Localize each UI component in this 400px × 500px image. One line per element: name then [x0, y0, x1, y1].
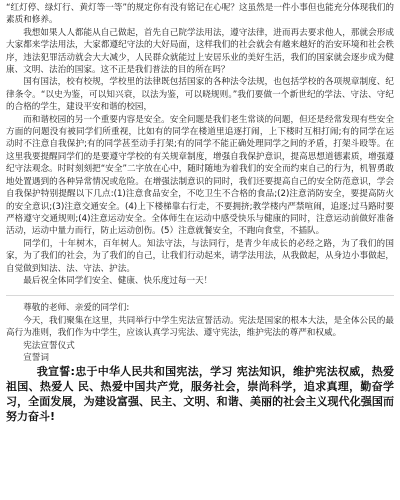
ceremony-title: 宪法宣誓仪式: [23, 340, 75, 351]
section-divider: [6, 295, 394, 296]
speech-intro: 今天，我们聚集在这里，共同举行中学生宪法宣誓活动。宪法是国家的根本大法，是全体公民的最高行为准则，我们作为中学生，应该认真学习宪法、遵守宪法，维护宪法的尊严和权威。: [6, 315, 394, 339]
paragraph-law-study: 我想如果人人都能从自己做起，首先自己院学法用法，遵守法律，进而再去要求他人，那就会形成大家都来学法用法，大家都遵纪守法的大好局面，这样我们的社会就会有越来越好的治安环境和社会秩序，违法犯罪活动就会大大减少，人民群众就能过上安居乐业的美好生活，我们的国家就会逐步成为健康、文明、法治的国家。这不正是我们普法的目的所在吗？: [6, 27, 394, 76]
paragraph-call-to-action: 同学们，十年树木，百年树人。知法守法，与法同行，是青少年成长的必经之路，为了我们的国家，为了我们的社会，为了我们的自己，让我们行动起来，请学法用法，从我做起，从身边小事做起，自觉做到知法、法、守法、护法。: [6, 238, 394, 274]
paragraph-school-rules: 国有国法，校有校规，学校里的法律既包括国家的各种法令法规，也包括学校的各项规章制度、纪律条令。“以史为鉴，可以知兴衰，以法为鉴，可以晓规则。”我们要做一个新世纪的学法、守法、守纪的合格的学生，建设平安和谐的校园，: [6, 77, 394, 113]
paragraph-safety: 而和谐校园的另一个重要内容是安全。安全问题是我们老生常谈的问题，但还是经常发现有些安全方面的问题没有被同学们所重视，比如有的同学在楼道里追逐打闹，上下楼时互相打闹;有的同学在运动时不注意自我保护;有的同学甚至动手打架;有的同学不能正确处理同学之间的矛盾，打架斗殴等。在这里我要提醒同学们的是要遵守学校的有关规章制度，增强自我保护意识，提高思想道德素质，增强遵纪守法观念。时时刻刻把“安全”二字放在心中，随时随地为着我们的安全而约束自己的行为，机智勇敢地处置遇到的各种异常情况或危险。在增强法制意识的同时，我们还要提高自己的安全防范意识，学会自我保护特别提醒以下几点:(1)注意食品安全，不吃卫生不合格的食品;(2)注意消防安全，要提高防火的安全意识;(3)注意交通安全。(4)上下楼梯靠右行走，不要拥挤;教学楼内严禁喧闹，追逐;过马路时要严格遵守交通规则;(4)注意运动安全。全体师生在运动中感受快乐与健康的同时，注意运动前做好准备活动，运动中量力而行，防止运动创伤。(5）注意就餐安全，不跑向食堂，不插队。: [6, 114, 394, 237]
paragraph-traffic-rule: “红灯停、绿灯行、黄灯等一等”的规定你有没有铭记在心呢？这虽然是一件小事但也能充分体现我们的素质和修养。: [6, 3, 394, 26]
oath-text: 我宣誓:忠于中华人民共和国宪法，学习 宪法知识，维护宪法权威，热爱祖国、热爱人 民、热爱中国共产党，服务社会，崇尚科学，追求真理，勤奋学习，全面发展，为建设富强、民主、文明、和谐、美丽的社会主义现代化强国而努力奋斗!: [6, 365, 394, 424]
speech-greeting: 尊敬的老师、亲爱的同学们:: [23, 303, 130, 314]
oath-title: 宣誓词: [23, 352, 49, 363]
paragraph-closing-wish: 最后祝全体同学们安全、健康、快乐度过每一天！: [23, 275, 213, 286]
